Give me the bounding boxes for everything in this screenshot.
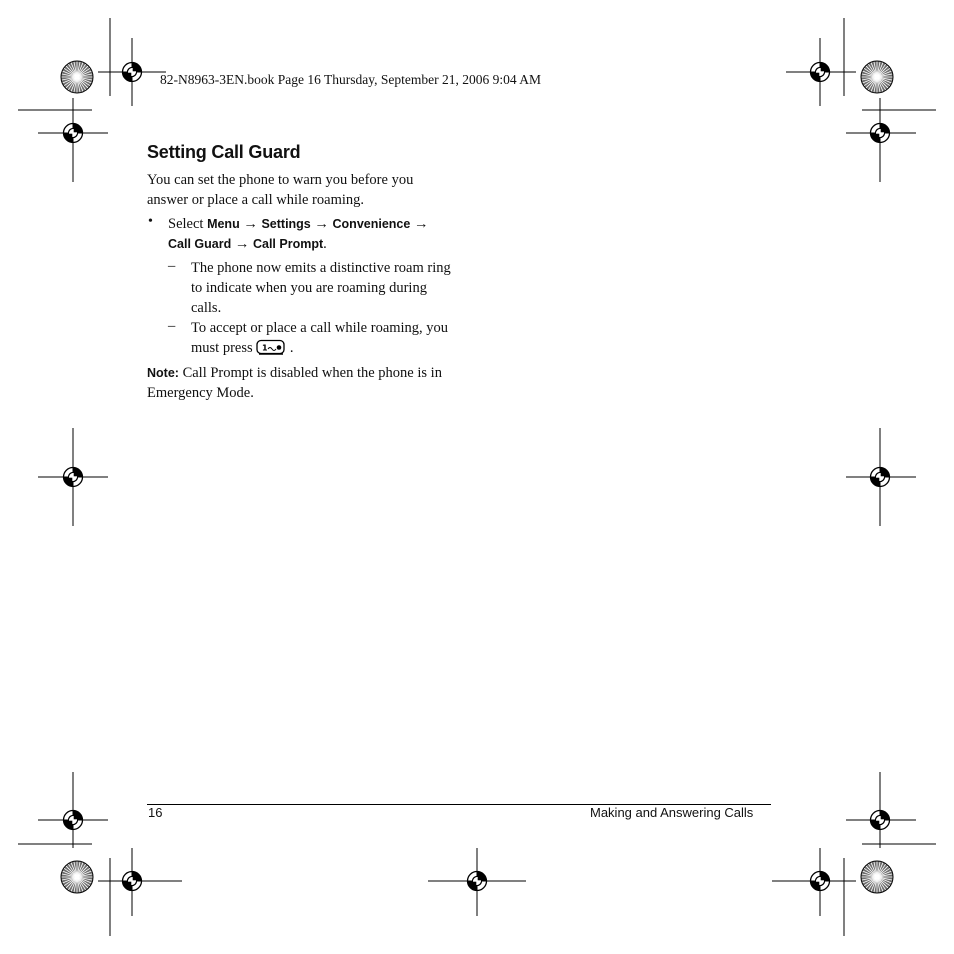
registration-crosshair-icon (871, 468, 890, 487)
registration-crosshair-icon (123, 63, 142, 82)
menu-path-item: Convenience (332, 217, 411, 231)
starburst-target-icon (861, 61, 893, 93)
menu-path-item: Call Guard (168, 237, 232, 251)
print-header: 82-N8963-3EN.book Page 16 Thursday, September 21, 2006 9:04 AM (160, 72, 541, 87)
arrow-icon: → (314, 216, 329, 232)
registration-crosshair-icon (468, 872, 487, 891)
footer-section-name: Making and Answering Calls (590, 805, 754, 820)
note-label: Note: (147, 366, 179, 380)
arrow-icon: → (243, 216, 258, 232)
registration-crosshair-icon (811, 63, 830, 82)
select-word: Select (168, 216, 204, 232)
dash-marker: – (168, 318, 176, 334)
menu-path-item: Menu (207, 217, 240, 231)
sub-item-text: To accept or place a call while roaming, you must press (191, 320, 449, 356)
end-punctuation: . (289, 340, 294, 356)
registration-crosshair-icon (64, 811, 83, 830)
registration-crosshair-icon (64, 468, 83, 487)
registration-crosshair-icon (871, 124, 890, 143)
registration-crosshair-icon (123, 872, 142, 891)
page-number: 16 (148, 805, 163, 820)
intro-paragraph: You can set the phone to warn you before you answer or place a call while roaming. (147, 172, 414, 208)
registration-crosshair-icon (64, 124, 83, 143)
sub-item-roam-ring: The phone now emits a distinctive roam ring to indicate when you are roaming during calls. (191, 260, 451, 316)
arrow-icon: → (234, 236, 250, 252)
menu-path-item: Call Prompt (252, 237, 324, 251)
starburst-target-icon (61, 861, 93, 893)
sub-item-accept-call (191, 318, 451, 362)
arrow-icon: → (413, 216, 429, 232)
note-paragraph (147, 363, 447, 403)
dash-marker: – (168, 258, 176, 274)
registration-crosshair-icon (811, 872, 830, 891)
svg-text:1: 1 (262, 343, 268, 353)
starburst-target-icon (61, 61, 93, 93)
note-text: Call Prompt is disabled when the phone is in Emergency Mode. (147, 365, 442, 401)
section-title: Setting Call Guard (147, 142, 301, 162)
one-key-icon (256, 339, 286, 362)
end-punctuation: . (323, 236, 327, 252)
bullet-marker: • (148, 214, 153, 229)
registration-crosshair-icon (871, 811, 890, 830)
menu-path-step (168, 214, 458, 254)
menu-path-item: Settings (261, 217, 311, 231)
starburst-target-icon (861, 861, 893, 893)
